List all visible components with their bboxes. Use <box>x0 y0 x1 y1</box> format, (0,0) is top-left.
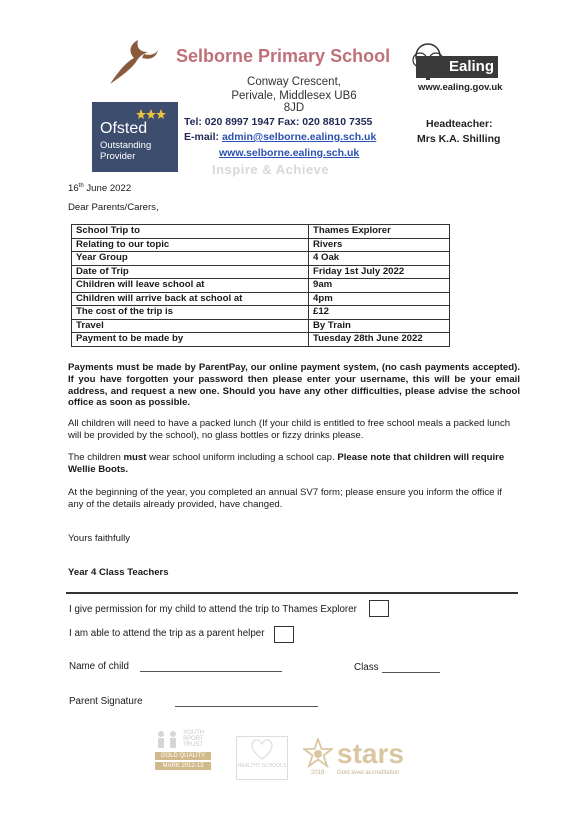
class-label: Class <box>354 662 379 673</box>
signature: Year 4 Class Teachers <box>68 567 169 578</box>
uniform-paragraph: The children must wear school uniform including a school cap. Please note that children will require Wellie Boots. <box>68 452 505 475</box>
stars-logo-text: stars <box>337 738 404 769</box>
child-name-field[interactable] <box>140 671 282 672</box>
table-row: Relating to our topic Rivers <box>72 238 450 252</box>
helper-label: I am able to attend the trip as a parent helper <box>69 628 265 639</box>
letter-date: 16th June 2022 <box>68 183 132 195</box>
healthy-schools-icon <box>250 739 274 761</box>
table-row: School Trip to Thames Explorer <box>72 225 450 239</box>
address-line-1: Conway Crescent, <box>247 76 341 88</box>
ealing-logo: Ealing <box>416 56 498 78</box>
trip-details-table <box>71 224 450 347</box>
parent-signature-label: Parent Signature <box>69 696 143 707</box>
lunch-paragraph: All children will need to have a packed lunch (If your child is entitled to free school meals a packed lunch will be provided by the school), no glass bottles or fizzy drinks please. <box>68 418 511 441</box>
healthy-schools-logo: HEALTHY SCHOOLS <box>236 736 288 780</box>
permission-checkbox[interactable] <box>369 600 389 617</box>
child-name-label: Name of child <box>69 661 129 672</box>
payment-paragraph: Payments must be made by ParentPay, our online payment system, (no cash payments accepted). If you have forgotten your password then please enter your username, this will be your email address, and request a new one. Should you have any other difficulties, please advise the school office as soon as possible. <box>68 362 520 409</box>
swallow-logo-icon <box>108 38 160 86</box>
table-row: Date of Trip Friday 1st July 2022 <box>72 265 450 279</box>
parent-signature-field[interactable] <box>175 706 318 707</box>
website-link[interactable]: www.selborne.ealing.sch.uk <box>219 147 360 159</box>
motto: Inspire & Achieve <box>212 162 330 177</box>
ealing-url: www.ealing.gov.uk <box>418 82 503 93</box>
email-line: E-mail: admin@selborne.ealing.sch.uk <box>184 131 377 143</box>
website-line <box>219 147 359 159</box>
class-field[interactable] <box>382 672 440 673</box>
address-line-2: Perivale, Middlesex UB6 8JD <box>231 90 357 114</box>
greeting: Dear Parents/Carers, <box>68 202 159 213</box>
table-row: The cost of the trip is £12 <box>72 306 450 320</box>
stars-year: 2018 <box>311 770 325 776</box>
headteacher-label: Headteacher: <box>426 118 493 130</box>
stars-subtitle: Gold level accreditation <box>337 770 400 776</box>
headteacher-name: Mrs K.A. Shilling <box>417 133 501 145</box>
ofsted-title: Ofsted <box>100 120 148 137</box>
permission-label: I give permission for my child to attend the trip to Thames Explorer <box>69 604 357 615</box>
ofsted-logo <box>92 102 178 172</box>
table-row: Children will leave school at 9am <box>72 279 450 293</box>
school-name: Selborne Primary School <box>176 46 391 66</box>
stars-award-icon <box>303 738 333 768</box>
email-link[interactable]: admin@selborne.ealing.sch.uk <box>221 131 377 143</box>
helper-checkbox[interactable] <box>274 626 294 643</box>
ofsted-subtitle: Outstanding Provider <box>100 140 152 162</box>
sv7-paragraph: At the beginning of the year, you completed an annual SV7 form; please ensure you inform the office if any of the details already provided, have changed. <box>68 487 502 510</box>
youth-sport-trust-logo: YOUTH SPORT TRUST GOLD QUALITY MARK 2012-13 <box>155 730 211 776</box>
phone-fax: Tel: 020 8997 1947 Fax: 020 8810 7355 <box>184 116 373 128</box>
table-row: Year Group 4 Oak <box>72 252 450 266</box>
youth-sport-figures-icon <box>155 730 181 750</box>
table-row: Payment to be made by Tuesday 28th June 2022 <box>72 333 450 347</box>
divider <box>66 592 518 594</box>
signoff: Yours faithfully <box>68 533 131 544</box>
table-row: Children will arrive back at school at 4pm <box>72 292 450 306</box>
table-row: Travel By Train <box>72 319 450 333</box>
